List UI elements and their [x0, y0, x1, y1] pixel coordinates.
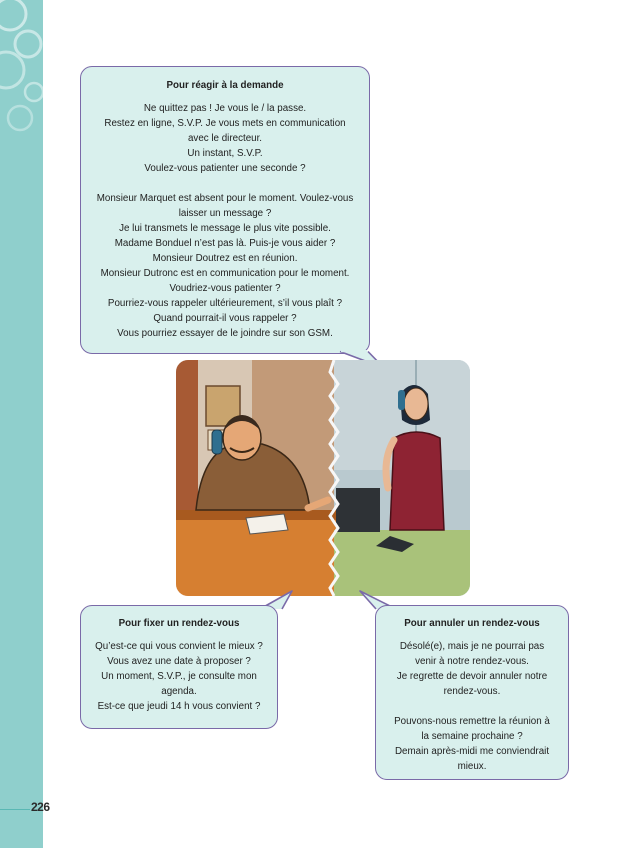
text-line: Vous avez une date à proposer ?: [107, 656, 251, 667]
text-line: Un moment, S.V.P., je consulte mon: [101, 671, 257, 682]
sidebar-band: [0, 0, 43, 848]
text-line: avec le directeur.: [187, 133, 263, 144]
text-line: Ne quittez pas ! Je vous le / la passe.: [143, 103, 307, 114]
text-line: Voulez-vous patienter une seconde ?: [144, 163, 306, 174]
text-line: Quand pourrait-il vous rappeler ?: [153, 313, 297, 324]
bubble-title: Pour fixer un rendez-vous: [118, 618, 240, 629]
bubble-set-appointment: [80, 605, 278, 729]
text-line: Restez en ligne, S.V.P. Je vous mets en communication: [104, 118, 346, 129]
bubble-title: Pour annuler un rendez-vous: [404, 618, 540, 629]
bubble-cancel-appointment: [375, 605, 569, 780]
text-line: Pouvons-nous remettre la réunion à: [394, 716, 550, 727]
bubbles-decoration: [0, 0, 43, 200]
page-number: [0, 800, 50, 820]
text-line: la semaine prochaine ?: [421, 731, 523, 742]
phone-call-illustration: [176, 360, 470, 596]
text-line: Un instant, S.V.P.: [187, 148, 263, 159]
text-line: Désolé(e), mais je ne pourrai pas: [399, 641, 545, 652]
page-number-rule: [0, 809, 30, 810]
bubble-react-to-request: [80, 66, 370, 354]
text-line: Vous pourriez essayer de le joindre sur son GSM.: [117, 328, 333, 339]
text-line: rendez-vous.: [443, 686, 501, 697]
text-line: Monsieur Dutronc est en communication pour le moment.: [100, 268, 350, 279]
text-line: Madame Bonduel n’est pas là. Puis-je vous aider ?: [114, 238, 336, 249]
text-line: venir à notre rendez-vous.: [415, 656, 529, 667]
text-line: laisser un message ?: [178, 208, 272, 219]
text-line: agenda.: [161, 686, 197, 697]
text-line: Voudriez-vous patienter ?: [169, 283, 281, 294]
text-line: Pourriez-vous rappeler ultérieurement, s’il vous plaît ?: [107, 298, 343, 309]
text-line: Monsieur Marquet est absent pour le moment. Voulez-vous: [96, 193, 354, 204]
bubble-title: Pour réagir à la demande: [166, 80, 284, 91]
text-line: Je lui transmets le message le plus vite possible.: [119, 223, 331, 234]
text-line: Qu’est-ce qui vous convient le mieux ?: [95, 641, 263, 652]
text-line: Monsieur Doutrez est en réunion.: [152, 253, 298, 264]
text-line: mieux.: [457, 761, 487, 772]
text-line: Je regrette de devoir annuler notre: [396, 671, 548, 682]
text-line: Est-ce que jeudi 14 h vous convient ?: [97, 701, 261, 712]
page-number-label: 226: [31, 800, 50, 814]
text-line: Demain après-midi me conviendrait: [394, 746, 550, 757]
